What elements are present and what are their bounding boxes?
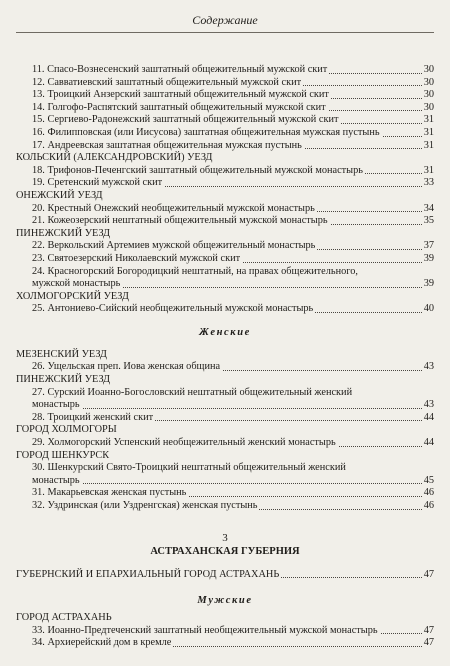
toc-entry-text xyxy=(32,127,382,138)
toc-entry-text xyxy=(32,64,329,75)
toc-page-number: 45 xyxy=(423,474,434,486)
toc-entry xyxy=(16,177,434,190)
toc-entry-number: 15. xyxy=(32,114,45,126)
toc-entry-number: 17. xyxy=(32,139,45,151)
toc-entry-continuation xyxy=(16,475,434,488)
toc-entry-number: 11. xyxy=(32,64,45,75)
toc-entry-number: 32. xyxy=(32,500,45,511)
toc-entry-title: Сергиево-Радонежский заштатный общежительный мужской скит xyxy=(47,114,339,126)
toc-district-heading xyxy=(16,450,434,463)
toc-entry-text xyxy=(32,77,303,88)
toc-entry-title: Кожеозерский нештатный общежительный мужской монастырь xyxy=(47,215,328,227)
toc-entry-number: 16. xyxy=(32,126,45,138)
toc-entry-text xyxy=(32,637,173,648)
toc-entry-title: Троицкий женский скит xyxy=(47,411,154,423)
toc-entry-title: Крестный Онежский необщежительный мужской монастырь xyxy=(47,202,315,214)
toc-entry xyxy=(16,253,434,266)
toc-district-heading xyxy=(16,291,434,304)
running-header-title: Содержание xyxy=(192,13,258,27)
toc-entry-text xyxy=(32,437,338,448)
toc-district-heading-text: ОНЕЖСКИЙ УЕЗД xyxy=(16,189,103,201)
toc-entry-number: 14. xyxy=(32,101,45,113)
toc-entry xyxy=(16,361,434,374)
toc-page-number: 35 xyxy=(423,215,434,227)
section-title-mens: Мужские xyxy=(197,595,253,607)
toc-city-heading-text: ГУБЕРНСКИЙ И ЕПАРХИАЛЬНЫЙ ГОРОД АСТРАХАНЬ xyxy=(16,568,280,580)
toc-entry-text xyxy=(32,114,340,125)
toc-page-number: 37 xyxy=(423,240,434,252)
toc-page-number: 31 xyxy=(423,126,434,138)
toc-entry-title: Спасо-Вознесенский заштатный общежительный мужской скит xyxy=(47,64,328,75)
toc-entry-title: Сурский Иоанно-Богословский нештатный общежительный женский xyxy=(47,386,353,398)
toc-entry-number: 23. xyxy=(32,252,45,264)
toc-entry xyxy=(16,89,434,102)
toc-entry-text xyxy=(32,177,164,188)
toc-entry-text xyxy=(32,165,365,176)
toc-entry-text xyxy=(32,89,331,100)
toc-entry xyxy=(16,203,434,216)
toc-entry-title: Савватиевский заштатный общежительный мужской скит xyxy=(47,76,302,88)
toc-entry xyxy=(16,215,434,228)
toc-district-heading-text: МЕЗЕНСКИЙ УЕЗД xyxy=(16,348,107,360)
toc-entry-title: Сретенский мужской скит xyxy=(47,177,163,189)
toc-district-heading xyxy=(16,228,434,241)
toc-entry xyxy=(16,165,434,178)
toc-part-2 xyxy=(16,349,434,513)
toc-entry-text xyxy=(32,487,188,498)
toc-entry-text xyxy=(32,303,315,314)
toc-entry xyxy=(16,500,434,513)
toc-district-heading-text: КОЛЬСКИЙ (АЛЕКСАНДРОВСКИЙ) УЕЗД xyxy=(16,152,213,164)
toc-page-number: 30 xyxy=(423,89,434,101)
toc-page-number: 33 xyxy=(423,177,434,189)
toc-entry-title: Ущельская преп. Иова женская община xyxy=(47,361,221,373)
toc-entry xyxy=(16,102,434,115)
toc-entry-title: Святоезерский Николаевский мужской скит xyxy=(47,252,241,264)
toc-entry xyxy=(16,462,434,475)
toc-entry-text xyxy=(32,253,242,264)
toc-page-number: 30 xyxy=(423,64,434,75)
toc-district-heading xyxy=(16,424,434,437)
toc-entry-number: 26. xyxy=(32,361,45,373)
toc-page-number: 31 xyxy=(423,114,434,126)
toc-entry-number: 28. xyxy=(32,411,45,423)
toc-entry-text xyxy=(32,240,317,251)
toc-page-number: 46 xyxy=(423,500,434,511)
toc-page-number: 47 xyxy=(423,568,434,580)
toc-page-number: 43 xyxy=(423,399,434,411)
toc-page-number: 43 xyxy=(423,361,434,373)
toc-entry-text xyxy=(32,102,328,113)
toc-entry-number: 19. xyxy=(32,177,45,189)
toc-page-number: 30 xyxy=(423,76,434,88)
toc-entry-number: 34. xyxy=(32,637,45,649)
toc-entry-text xyxy=(32,412,155,423)
toc-entry-number: 13. xyxy=(32,89,45,101)
toc-entry-title: Андреевская заштатная общежительная мужская пустынь xyxy=(47,139,302,151)
toc-entry xyxy=(16,387,434,400)
section-title-womens: Женские xyxy=(199,326,251,338)
toc-entry-title: Архиерейский дом в кремле xyxy=(47,637,172,649)
toc-district-heading xyxy=(16,349,434,362)
toc-page-number: 44 xyxy=(423,411,434,423)
toc-entry-title: Филипповская (или Иисусова) заштатная общежительная мужская пустынь xyxy=(47,126,380,138)
toc-entry xyxy=(16,412,434,425)
toc-entry-title-continued: мужской монастырь xyxy=(32,278,121,290)
toc-page-number: 39 xyxy=(423,252,434,264)
toc-entry xyxy=(16,64,434,77)
toc-entry xyxy=(16,266,434,279)
toc-page-number: 46 xyxy=(423,487,434,499)
toc-district-heading-text: ПИНЕЖСКИЙ УЕЗД xyxy=(16,374,111,386)
toc-page-number: 47 xyxy=(423,637,434,649)
toc-entry-title-continued: монастырь xyxy=(32,399,80,411)
toc-entry-number: 29. xyxy=(32,437,45,449)
toc-part-1 xyxy=(16,64,434,316)
toc-entry xyxy=(16,625,434,638)
toc-entry-number: 30. xyxy=(32,462,45,474)
toc-entry xyxy=(16,303,434,316)
toc-page-number: 40 xyxy=(423,303,434,315)
toc-part-4 xyxy=(16,612,434,650)
toc-page-number: 34 xyxy=(423,202,434,214)
toc-entry-text xyxy=(32,625,380,636)
toc-district-heading xyxy=(16,190,434,203)
toc-entry-title: Троицкий Анзерский заштатный общежительный мужской скит xyxy=(47,89,329,101)
guberniya-number: 3 xyxy=(222,531,228,544)
toc-entry-title: Антониево-Сийский необщежительный мужской монастырь xyxy=(47,303,314,315)
toc-district-heading xyxy=(16,152,434,165)
toc-entry-text xyxy=(32,361,222,372)
toc-entry-title: Голгофо-Распятский заштатный общежительный мужской скит xyxy=(47,101,326,113)
toc-entry-title: Иоанно-Предтеченский заштатный необщежительный мужской монастырь xyxy=(47,624,378,636)
toc-entry-text xyxy=(32,500,259,511)
toc-entry xyxy=(16,127,434,140)
toc-entry-title: Веркольский Артемиев мужской общежительный монастырь xyxy=(47,240,316,252)
toc-entry-number: 12. xyxy=(32,76,45,88)
toc-entry-text xyxy=(32,203,317,214)
toc-page-number: 30 xyxy=(423,101,434,113)
toc-district-heading-text: ГОРОД ХОЛМОГОРЫ xyxy=(16,424,117,436)
toc-page-number: 47 xyxy=(423,624,434,636)
toc-city-heading xyxy=(16,569,434,582)
toc-district-heading xyxy=(16,612,434,625)
running-header xyxy=(16,8,434,33)
toc-entry xyxy=(16,637,434,650)
toc-district-heading-text: ГОРОД ШЕНКУРСК xyxy=(16,449,110,461)
toc-entry-text xyxy=(32,140,304,151)
toc-entry-number: 33. xyxy=(32,624,45,636)
toc-entry-title: Трифонов-Печенгский заштатный общежительный мужской монастырь xyxy=(47,164,363,176)
toc-entry xyxy=(16,140,434,153)
toc-entry-number: 21. xyxy=(32,215,45,227)
toc-district-heading-text: ХОЛМОГОРСКИЙ УЕЗД xyxy=(16,290,129,302)
toc-entry-title: Макарьевская женская пустынь xyxy=(47,487,187,499)
toc-district-heading xyxy=(16,374,434,387)
toc-entry-text xyxy=(32,215,330,226)
toc-entry-title: Холмогорский Успенский необщежительный женский монастырь xyxy=(47,437,336,449)
toc-district-heading-text: ГОРОД АСТРАХАНЬ xyxy=(16,612,112,624)
toc-page-number: 31 xyxy=(423,139,434,151)
toc-entry xyxy=(16,114,434,127)
toc-content xyxy=(16,64,434,650)
toc-entry-continuation xyxy=(16,278,434,291)
toc-entry-number: 18. xyxy=(32,164,45,176)
toc-entry-number: 31. xyxy=(32,487,45,499)
toc-entry xyxy=(16,487,434,500)
toc-entry-number: 25. xyxy=(32,303,45,315)
toc-page-number: 39 xyxy=(423,278,434,290)
toc-page-number: 44 xyxy=(423,437,434,449)
toc-entry-title: Красногорский Богородицкий нештатный, на правах общежительного, xyxy=(47,265,358,277)
toc-entry-title-continued: монастырь xyxy=(32,474,80,486)
toc-entry-number: 20. xyxy=(32,202,45,214)
toc-entry-continuation xyxy=(16,399,434,412)
toc-entry-number: 22. xyxy=(32,240,45,252)
toc-entry-title: Уздринская (или Уздренгская) женская пустынь xyxy=(47,500,258,511)
toc-entry xyxy=(16,77,434,90)
guberniya-title: АСТРАХАНСКАЯ ГУБЕРНИЯ xyxy=(150,545,300,557)
toc-entry-title: Шенкурский Свято-Троицкий нештатный общежительный женский xyxy=(47,462,346,474)
toc-page-number: 31 xyxy=(423,164,434,176)
toc-entry-number: 27. xyxy=(32,386,45,398)
toc-district-heading-text: ПИНЕЖСКИЙ УЕЗД xyxy=(16,227,111,239)
toc-entry xyxy=(16,437,434,450)
toc-entry-number: 24. xyxy=(32,265,45,277)
toc-entry xyxy=(16,240,434,253)
